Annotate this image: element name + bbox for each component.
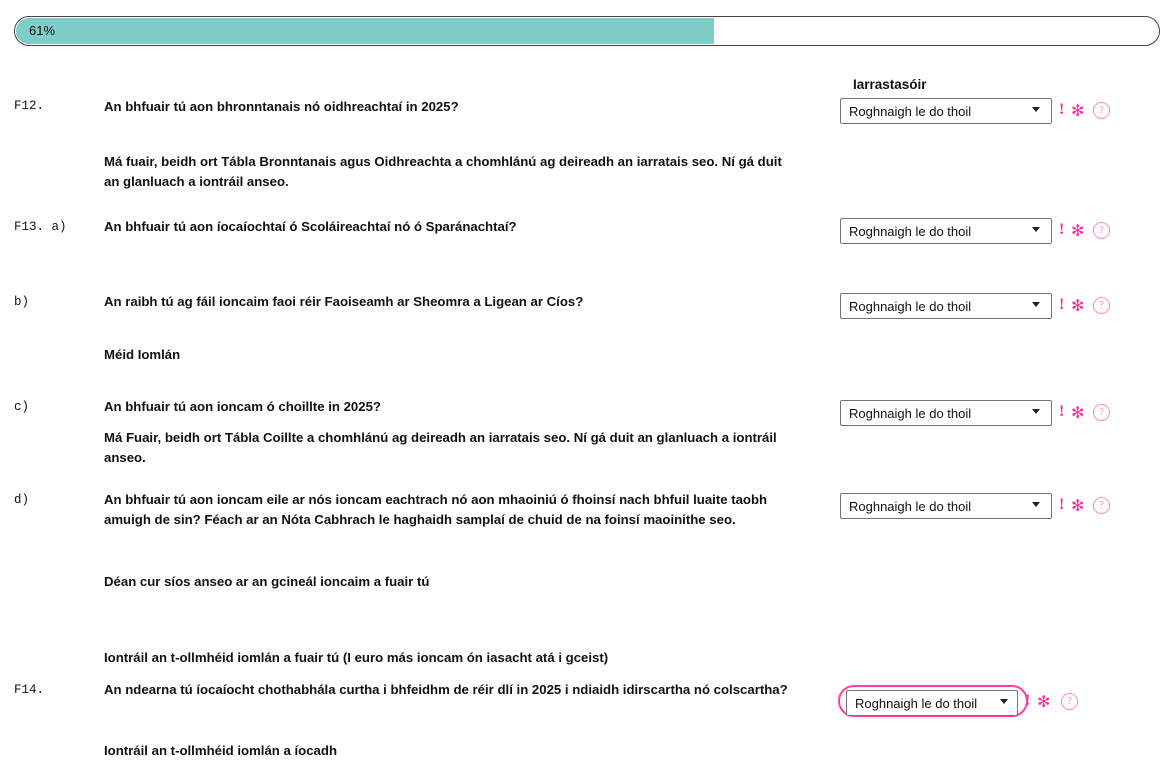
instruction-text: Iontráil an t-ollmhéid iomlán a fuair tú (I euro más ioncam ón iasacht atá i gceist) [104,650,609,665]
required-star-icon: ✻ [1071,103,1085,120]
row-number: b) [14,295,30,309]
help-icon[interactable]: ? [1093,404,1110,421]
answer-cell [840,400,1104,426]
question-text: An raibh tú ag fáil ioncaim faoi réir Faoiseamh ar Sheomra a Ligean ar Cíos? [104,294,584,309]
answer-dropdown[interactable] [840,400,1052,426]
answer-cell [840,98,1104,124]
question-text: An ndearna tú íocaíocht chothabhála curtha i bhfeidhm de réir dlí in 2025 i ndiaidh idirscartha nó colscartha? [104,682,788,697]
answer-cell [840,218,1104,244]
row-number: d) [14,493,30,507]
required-exclamation-icon: ! [1059,101,1065,118]
instruction-text: Déan cur síos anseo ar an gcineál ioncaim a fuair tú [104,574,430,589]
progress-bar-fill [16,18,714,44]
required-exclamation-icon: ! [1059,496,1065,513]
instruction-text: Méid Iomlán [104,347,181,362]
help-icon[interactable]: ? [1061,693,1078,710]
answer-dropdown[interactable] [846,690,1018,716]
answer-dropdown[interactable] [840,293,1052,319]
row-number: F14. [14,683,45,697]
answer-dropdown[interactable] [840,218,1052,244]
required-exclamation-icon: ! [1059,403,1065,420]
help-icon[interactable]: ? [1093,102,1110,119]
required-star-icon: ✻ [1037,694,1051,711]
help-icon[interactable]: ? [1093,297,1110,314]
required-exclamation-icon: ! [1059,221,1065,238]
question-text: An bhfuair tú aon íocaíochtaí ó Scoláireachtaí nó ó Sparánachtaí? [104,219,517,234]
help-icon[interactable]: ? [1093,222,1110,239]
required-star-icon: ✻ [1071,298,1085,315]
answer-dropdown[interactable] [840,493,1052,519]
required-star-icon: ✻ [1071,405,1085,422]
required-exclamation-icon: ! [1025,692,1031,709]
row-number: F13. a) [14,220,67,234]
help-icon[interactable]: ? [1093,497,1110,514]
progress-percent-label: 61% [29,23,56,38]
question-text: An bhfuair tú aon bhronntanais nó oidhreachtaí in 2025? [104,99,459,114]
answer-dropdown[interactable] [840,98,1052,124]
column-header-applicant: Iarrastasóir [853,77,927,92]
answer-cell [840,293,1104,319]
row-number: c) [14,400,30,414]
required-exclamation-icon: ! [1059,296,1065,313]
required-star-icon: ✻ [1071,223,1085,240]
progress-bar [14,16,1160,46]
instruction-text: Má fuair, beidh ort Tábla Bronntanais agus Oidhreachta a chomhlánú ag deireadh an iarratais seo. Ní gá duit an glanluach a iontráil anseo. [104,154,782,189]
instruction-text: Má Fuair, beidh ort Tábla Coillte a chomhlánú ag deireadh an iarratais seo. Ní gá duit an glanluach a iontráil anseo. [104,430,777,465]
question-text: An bhfuair tú aon ioncam eile ar nós ioncam eachtrach nó aon mhaoiniú ó fhoinsí nach bhfuil luaite taobh amuigh de sin? Féach ar an Nóta Cabhrach le haghaidh samplaí de chuid de na foinsí maoinithe seo. [104,492,768,527]
instruction-text: Iontráil an t-ollmhéid iomlán a íocadh [104,743,338,758]
question-text: An bhfuair tú aon ioncam ó choillte in 2025? [104,399,381,414]
answer-cell [838,685,1072,717]
required-star-icon: ✻ [1071,498,1085,515]
answer-cell [840,493,1104,519]
row-number: F12. [14,99,45,113]
